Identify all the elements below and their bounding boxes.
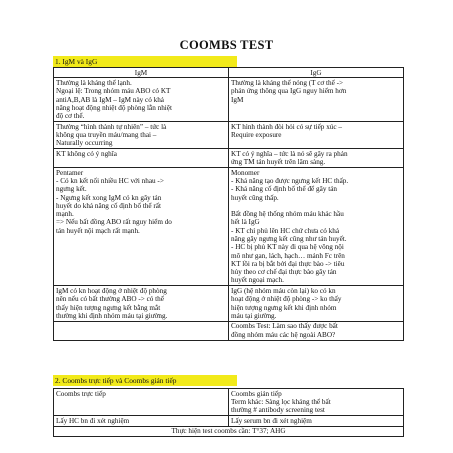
section-2-heading: 2. Coombs trực tiếp và Coombs gián tiếp xyxy=(53,375,237,386)
table-row xyxy=(54,122,404,149)
coombs-table xyxy=(53,388,404,437)
cell-text-line: Thường là kháng thể lạnh. xyxy=(56,79,132,88)
table-row xyxy=(54,78,404,122)
cell-text-line: Require exposure xyxy=(231,131,282,140)
cell-text-line: đồng nhóm máu các hệ ngoài ABO? xyxy=(231,330,336,339)
table-cell-left xyxy=(54,321,229,340)
cell-text-line: Term khác: Sàng lọc kháng thể bất xyxy=(231,397,331,406)
cell-text-line: năng gây ngưng kết cũng như tán huyết. xyxy=(231,234,347,243)
cell-text-line: thường # antibody screening test xyxy=(231,406,325,415)
cell-text-line: - HC bị phủ KT này đi qua hệ võng nội xyxy=(231,243,344,252)
table-row xyxy=(54,168,404,286)
cell-text-line: KT hình thành đòi hỏi có sự tiếp xúc – xyxy=(231,122,342,131)
cell-text-line: không qua truyền máu/mang thai – xyxy=(56,131,157,140)
cell-text-line: antiA,B,AB là IgM – IgM này có khả xyxy=(56,95,164,104)
cell-text-line: Ngoại lệ: Trong nhóm máu ABO có KT xyxy=(56,87,171,96)
cell-text-line: IgG (hệ nhóm máu còn lại) ko có kn xyxy=(231,286,336,295)
cell-text-line: - Có kn kết nối nhiều HC với nhau -> xyxy=(56,176,164,185)
cell-text-line: hủy theo cơ chế đại thực bào gây tán xyxy=(231,268,337,277)
cell-text-line: Pentamer xyxy=(56,168,84,177)
table-cell-left xyxy=(54,286,229,321)
page-title: COOMBS TEST xyxy=(179,38,274,52)
table-cell-left xyxy=(54,416,229,426)
cell-text-line xyxy=(231,202,401,210)
cell-text-line: - Ngưng kết xong IgM có kn gây tán xyxy=(56,193,162,202)
table-row xyxy=(54,149,404,168)
cell-text-line: ngưng kết. xyxy=(56,185,87,194)
table-cell-left xyxy=(54,389,229,416)
cell-text-line: mô như gan, lách, hạch… mảnh Fc trên xyxy=(231,251,345,260)
table-cell-right xyxy=(229,286,404,321)
coombs-table-body xyxy=(54,389,404,427)
cell-text-line: huyết do khả năng cố định bổ thể rất xyxy=(56,201,161,210)
table-footer-row xyxy=(54,426,404,436)
cell-text-line: Thường “hình thành tự nhiên” – tức là xyxy=(56,122,167,131)
cell-text-line: Lấy serum bn đi xét nghiệm xyxy=(231,416,312,425)
table-cell-right xyxy=(229,389,404,416)
table-row xyxy=(54,389,404,416)
cell-text-line: Monomer xyxy=(231,168,260,177)
cell-text-line: Naturally occurring xyxy=(56,139,113,148)
cell-text-line: hoạt động ở nhiệt độ phòng -> ko thấy xyxy=(231,295,342,304)
table-row xyxy=(54,286,404,321)
cell-text-line: ứng TM tán huyết trên lâm sàng. xyxy=(231,158,326,167)
cell-text-line: Coombs Test: Làm sao thấy được bất xyxy=(231,322,338,331)
cell-text-line: IgM xyxy=(231,95,244,104)
header-igm: IgM xyxy=(54,68,229,78)
table-cell-left xyxy=(54,122,229,149)
cell-text-line: huyết ngoại mạch. xyxy=(231,276,284,285)
cell-text-line: - Khả năng cố định bổ thể để gây tán xyxy=(231,185,337,194)
cell-text-line: nên nếu có bất thường ABO -> có thể xyxy=(56,295,164,304)
table-cell-right xyxy=(229,168,404,286)
cell-text-line: hết là IgG xyxy=(231,218,260,227)
table-header-row xyxy=(54,68,404,78)
table-cell-left xyxy=(54,149,229,168)
section-1-heading: 1. IgM và IgG xyxy=(53,56,237,67)
header-igg: IgG xyxy=(229,68,404,78)
table-row xyxy=(54,416,404,426)
table-cell-right xyxy=(229,78,404,122)
cell-text-line: Thường là kháng thể nóng (T cơ thể -> xyxy=(231,79,344,88)
cell-text-line: KT lồi ra bị bắt bởi đại thực bào -> tiêu xyxy=(231,259,345,268)
igm-igg-table xyxy=(53,67,404,341)
cell-text-line: huyết cũng thấp. xyxy=(231,193,279,202)
coombs-footer-cell: Thực hiện test coombs cần: T°37; AHG xyxy=(54,426,404,436)
cell-text-line: thấy hiện tượng ngưng kết bằng mắt xyxy=(56,303,161,312)
cell-text-line: mạnh. xyxy=(56,210,74,219)
cell-text-line: độ cơ thể. xyxy=(56,112,85,121)
table-cell-right xyxy=(229,416,404,426)
cell-text-line: Coombs trực tiếp xyxy=(56,389,106,398)
cell-text-line: Lấy HC bn đi xét nghiệm xyxy=(56,416,130,425)
cell-text-line: KT có ý nghĩa – tức là nó sẽ gây ra phản xyxy=(231,149,348,158)
cell-text-line: Coombs gián tiếp xyxy=(231,389,282,398)
cell-text-line: IgM có kn hoạt động ở nhiệt độ phòng xyxy=(56,286,167,295)
cell-text-line: thường khi định nhóm máu tại giường. xyxy=(56,311,168,320)
cell-text-line: hiện tượng ngưng kết khi định nhóm xyxy=(231,303,337,312)
cell-text-line: phản ứng thông qua IgG nguy hiểm hơn xyxy=(231,87,347,96)
cell-text-line: - Khả năng tạo được ngưng kết HC thấp. xyxy=(231,176,349,185)
cell-text-line: Bất đồng hệ thống nhóm máu khác hầu xyxy=(231,210,344,219)
table-cell-left xyxy=(54,78,229,122)
cell-text-line: - KT chỉ phủ lên HC chứ chưa có khả xyxy=(231,226,340,235)
table-cell-right xyxy=(229,149,404,168)
table-cell-right xyxy=(229,321,404,340)
cell-text-line: KT không có ý nghĩa xyxy=(56,149,117,158)
table-row xyxy=(54,321,404,340)
table-cell-right xyxy=(229,122,404,149)
igm-igg-table-body xyxy=(54,68,404,341)
cell-text-line: => Nếu bất đồng ABO rất nguy hiểm do xyxy=(56,218,172,227)
cell-text-line: năng hoạt động nhiệt độ phòng lẫn nhiệt xyxy=(56,103,172,112)
cell-text-line: máu tại giường. xyxy=(231,311,277,320)
cell-text-line: tán huyết nội mạch rất mạnh. xyxy=(56,226,140,235)
table-cell-left xyxy=(54,168,229,286)
